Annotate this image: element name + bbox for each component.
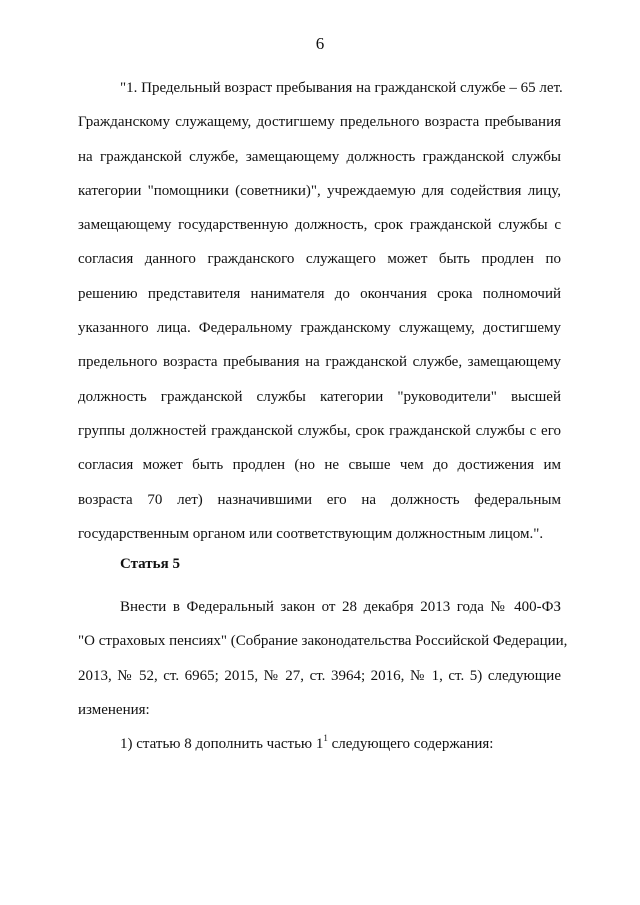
text-line: указанного лица. Федеральному гражданскому служащему, достигшему [78,320,561,337]
text-line: "О страховых пенсиях" (Собрание законодательства Российской Федерации, [78,633,568,650]
text-line: замещающему государственную должность, срок гражданской службы с [78,217,561,234]
text-line: Гражданскому служащему, достигшему предельного возраста пребывания [78,114,561,131]
text-line: согласия данного гражданского служащего может быть продлен по [78,251,561,268]
text-line: 2013, № 52, ст. 6965; 2015, № 27, ст. 3964; 2016, № 1, ст. 5) следующие [78,667,561,684]
item-text: следующего содержания: [327,736,494,752]
text-line: Внести в Федеральный закон от 28 декабря 2013 года № 400-ФЗ [120,599,561,615]
paragraph-retirement-age [78,71,561,551]
text-line: группы должностей гражданской службы, срок гражданской службы с его [78,422,561,439]
list-item-1 [78,727,561,761]
page-number: 6 [315,34,325,53]
text-line: решению представителя нанимателя до окончания срока полномочий [78,285,561,302]
text-line: на гражданской службе, замещающему должность гражданской службы [78,148,561,165]
paragraph-amendment-intro [78,590,568,727]
text-line: изменения: [78,701,150,718]
text-line: категории "помощники (советники)", учреждаемую для содействия лицу, [78,182,561,199]
text-line: государственным органом или соответствующим должностным лицом.". [78,525,544,542]
text-line: "1. Предельный возраст пребывания на гражданской службе – 65 лет. [120,80,563,96]
text-line: согласия может быть продлен (но не свыше чем до достижения им [78,457,561,474]
text-line [78,727,561,761]
text-line: возраста 70 лет) назначившими его на должность федеральным [78,491,561,508]
item-text: 1) статью 8 дополнить частью 1 [120,736,324,752]
superscript: 1 [323,733,328,743]
article-heading: Статья 5 [120,556,180,572]
text-line: предельного возраста пребывания на гражданской службе, замещающему [78,354,561,371]
text-line: должность гражданской службы категории "руководители" высшей [78,388,561,405]
